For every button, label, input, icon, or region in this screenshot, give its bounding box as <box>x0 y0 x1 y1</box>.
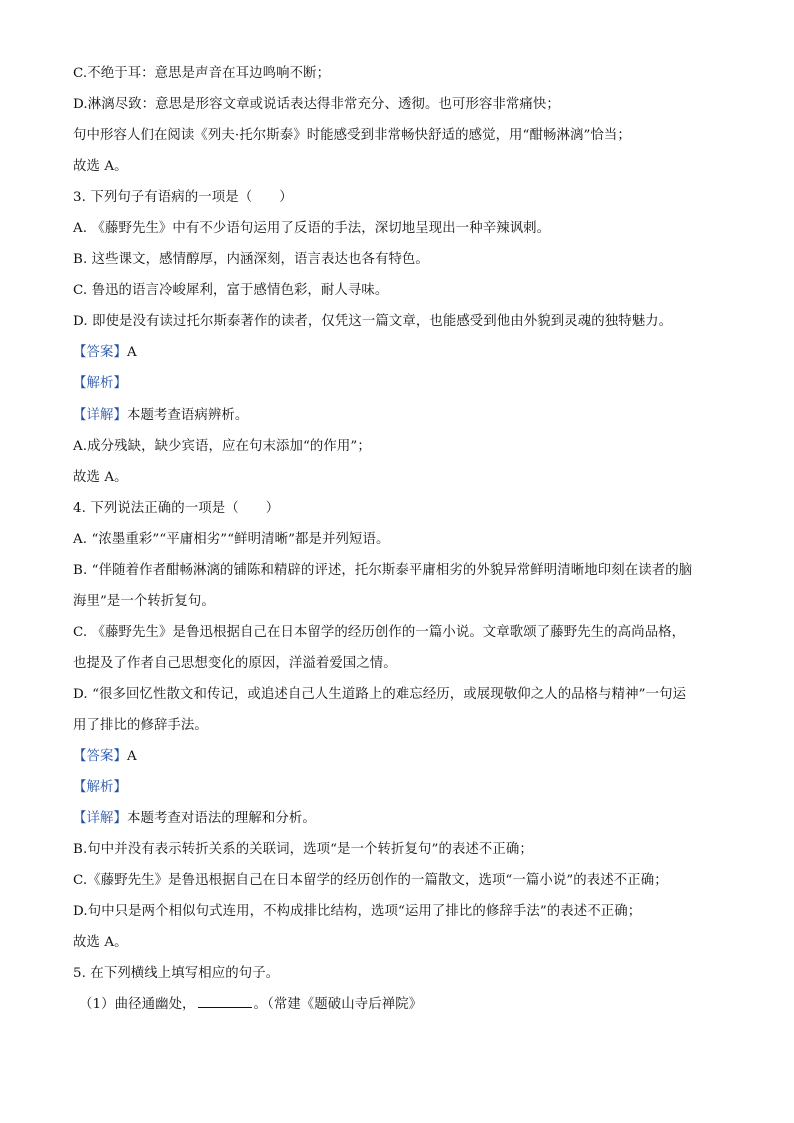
document-page <box>73 62 733 1024</box>
question-4-option-a: A. “浓墨重彩”“平庸相劣”“鲜明清晰”都是并列短语。 <box>73 531 390 547</box>
question-5-item-1 <box>73 993 733 1024</box>
item-1-prefix: （1）曲径通幽处， <box>79 997 196 1013</box>
text-line: 故选 A。 <box>73 935 128 951</box>
question-3-option-c: C. 鲁迅的语言冷峻犀利，富于感情色彩，耐人寻味。 <box>73 283 389 299</box>
question-3-stem: 3. 下列句子有语病的一项是（ ） <box>73 190 293 206</box>
question-4-option-d-cont: 用了排比的修辞手法。 <box>73 717 208 733</box>
question-4-stem: 4. 下列说法正确的一项是（ ） <box>73 500 280 516</box>
item-1-suffix: 。（常建《题破山寺后禅院》 <box>253 997 423 1013</box>
answer-tag: 【答案】 <box>73 345 127 361</box>
fill-blank[interactable] <box>198 993 252 1008</box>
question-4-option-d: D. “很多回忆性散文和传记，或追述自己人生道路上的难忘经历，或展现敬仰之人的品格与精神”一句运 <box>73 686 687 702</box>
question-3-option-b: B. 这些课文，感情醇厚，内涵深刻，语言表达也各有特色。 <box>73 252 429 268</box>
text-line: 句中形容人们在阅读《列夫·托尔斯泰》时能感受到非常畅快舒适的感觉，用“酣畅淋漓”恰当； <box>73 128 631 144</box>
analysis-tag: 【解析】 <box>73 780 127 796</box>
detail-line <box>73 404 733 435</box>
question-5-stem: 5. 在下列横线上填写相应的句子。 <box>73 966 280 982</box>
analysis-line <box>73 776 733 807</box>
question-3-option-a: A. 《藤野先生》中有不少语句运用了反语的手法，深切地呈现出一种辛辣讽刺。 <box>73 221 551 237</box>
analysis-line <box>73 372 733 403</box>
answer-line <box>73 745 733 776</box>
text-line: 故选 A。 <box>73 159 128 175</box>
text-line: 故选 A。 <box>73 469 128 485</box>
answer-tag: 【答案】 <box>73 749 127 765</box>
detail-line <box>73 807 733 838</box>
question-4-option-b-cont: 海里”是一个转折复句。 <box>73 593 215 609</box>
text-line: B.句中并没有表示转折关系的关联词，选项“是一个转折复句”的表述不正确； <box>73 842 533 858</box>
text-line: D.句中只是两个相似句式连用，不构成排比结构，选项“运用了排比的修辞手法”的表述不正确； <box>73 904 642 920</box>
detail-tag: 【详解】 <box>73 811 127 827</box>
detail-text: 本题考查语病辨析。 <box>126 407 249 423</box>
text-line: A.成分残缺，缺少宾语，应在句末添加“的作用”； <box>73 438 371 454</box>
detail-text: 本题考查对语法的理解和分析。 <box>126 811 316 827</box>
answer-value: A <box>126 345 137 361</box>
question-3-option-d: D. 即使是没有读过托尔斯泰著作的读者，仅凭这一篇文章，也能感受到他由外貌到灵魂的独特魅力。 <box>73 314 673 330</box>
question-4-option-b: B. “伴随着作者酣畅淋漓的铺陈和精辟的评述，托尔斯泰平庸相劣的外貌异常鲜明清晰地印刻在读者的脑 <box>73 562 693 578</box>
text-line: C.不绝于耳：意思是声音在耳边鸣响不断； <box>73 66 331 81</box>
answer-line <box>73 341 733 372</box>
answer-value: A <box>126 749 137 765</box>
detail-tag: 【详解】 <box>73 407 127 423</box>
question-4-option-c: C. 《藤野先生》是鲁迅根据自己在日本留学的经历创作的一篇小说。文章歌颂了藤野先生的高尚品格， <box>73 624 686 640</box>
text-line: D.淋漓尽致：意思是形容文章或说话表达得非常充分、透彻。也可形容非常痛快； <box>73 97 560 113</box>
analysis-tag: 【解析】 <box>73 376 127 392</box>
text-line: C.《藤野先生》是鲁迅根据自己在日本留学的经历创作的一篇散文，选项“一篇小说”的表述不正确； <box>73 873 668 889</box>
question-4-option-c-cont: 也提及了作者自己思想变化的原因，洋溢着爱国之情。 <box>73 655 397 671</box>
